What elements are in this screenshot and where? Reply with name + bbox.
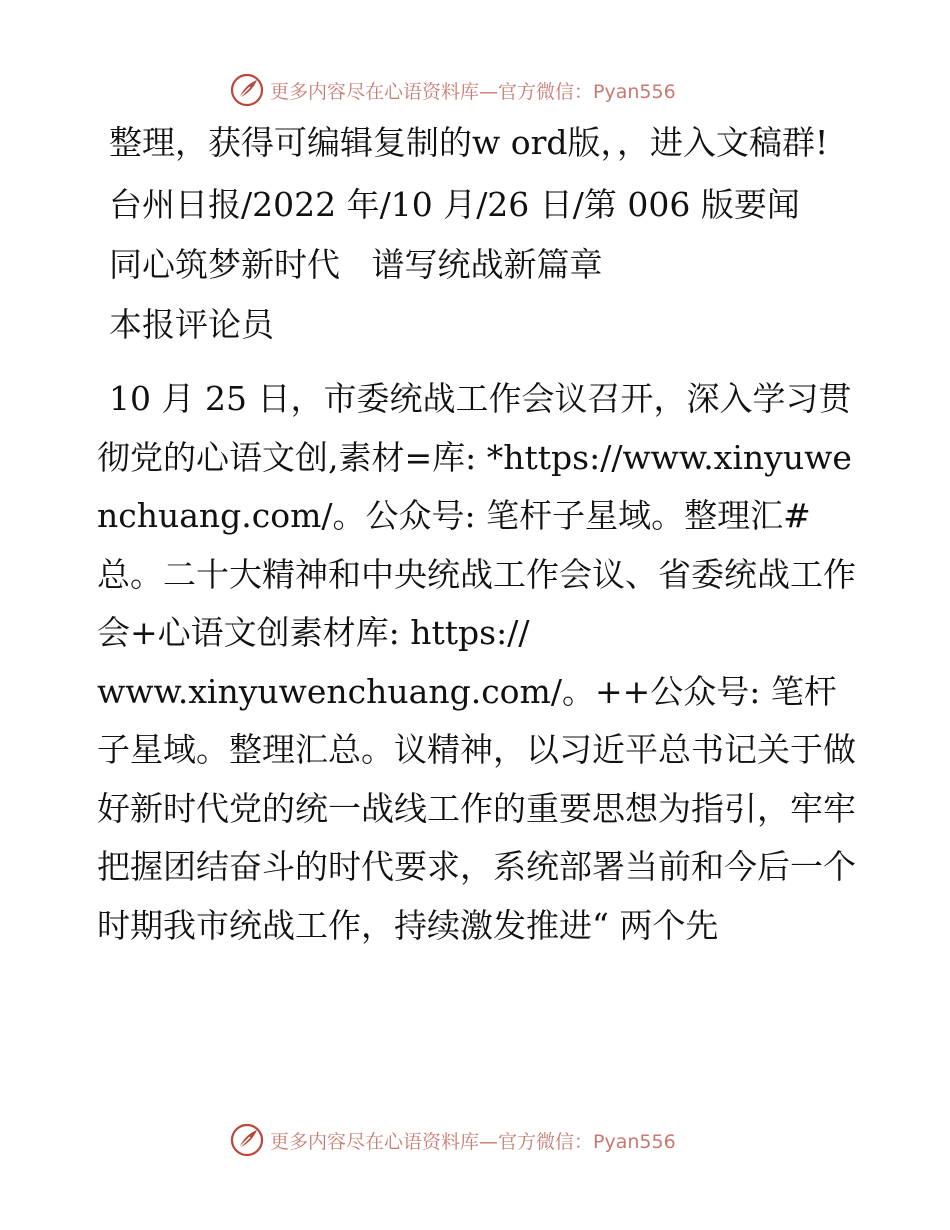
watermark-main-text: 更多内容尽在心语资料库 (270, 1130, 480, 1153)
article-content (97, 120, 857, 955)
watermark-wechat-text: 官方微信：Pyan556 (498, 80, 676, 103)
watermark-main-text: 更多内容尽在心语资料库 (270, 80, 480, 103)
article-author: 本报评论员 (109, 305, 274, 344)
intro-paragraph: 整理，获得可编辑复制的w ord版，，进入文稿群! (109, 123, 829, 162)
watermark-separator: — (479, 1130, 499, 1153)
article-headline: 同心筑梦新时代 谱写统战新篇章 (109, 245, 603, 284)
watermark-header (230, 72, 730, 108)
watermark-wechat-text: 官方微信：Pyan556 (498, 1130, 676, 1153)
article-body: 10 月 25 日，市委统战工作会议召开，深入学习贯彻党的心语文创,素材=库: *https://www.xinyuwenchuang.com/。公众号: 笔杆子星域。整理汇#总。二十大精神和中央统战工作会议、省委统战工作会+心语文创素材库: https:// www.xinyuwenchuang.com/。++公众号: 笔杆子星域。整理汇总。议精神，以习近平总书记关于做好新时代党的统一战线工作的重要思想为指引，牢牢把握团结奋斗的时代要求，系统部署当前和今后一个时期我市统战工作，持续激发推进“ 两个先 (97, 379, 856, 945)
watermark-separator: — (479, 80, 499, 103)
watermark-footer (230, 1122, 730, 1158)
quill-pen-logo-icon (230, 73, 264, 107)
watermark-text (270, 1127, 676, 1154)
quill-pen-logo-icon (230, 1123, 264, 1157)
source-line: 台州日报/2022 年/10 月/26 日/第 006 版要闻 (109, 185, 800, 224)
watermark-text (270, 77, 676, 104)
